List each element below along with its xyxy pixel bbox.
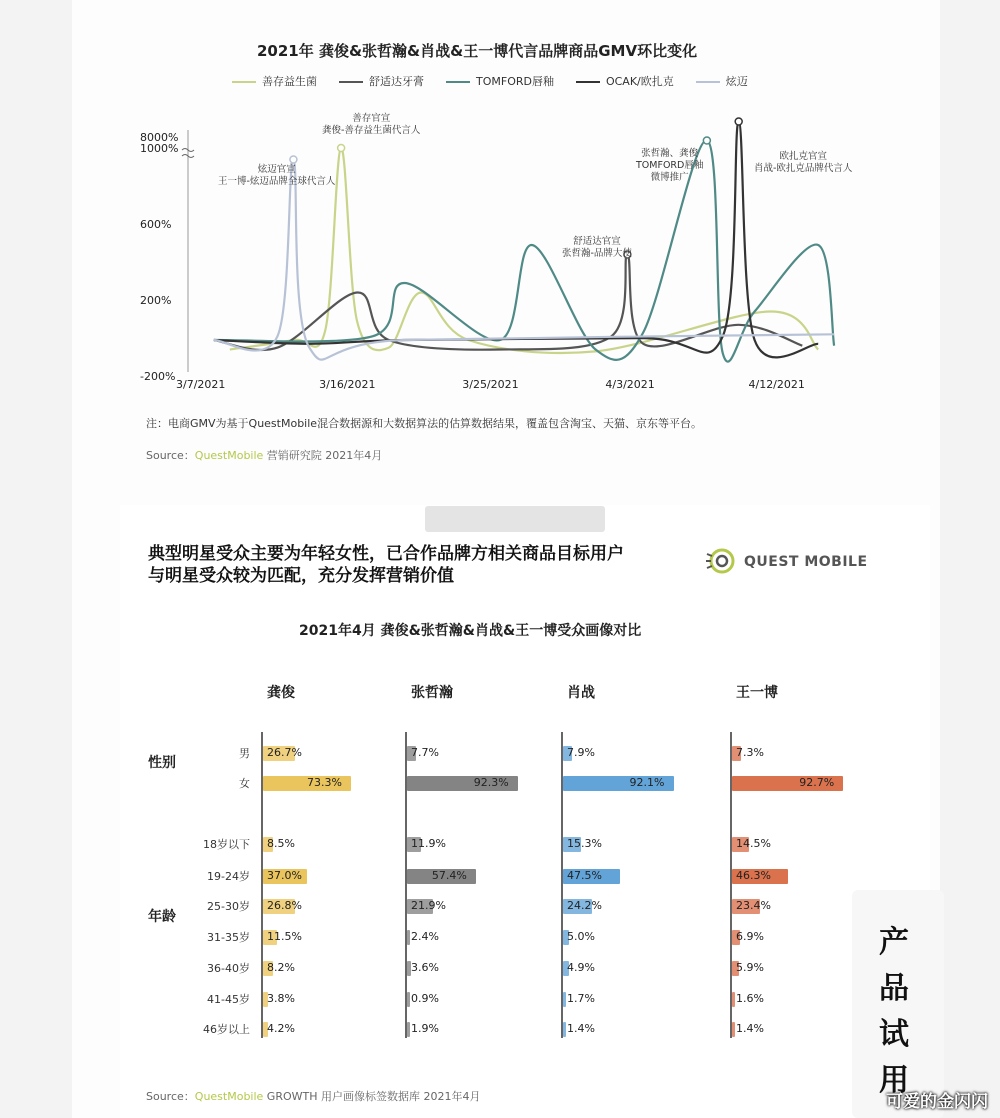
bar-value-label: 7.9% <box>567 746 595 759</box>
bar <box>407 992 410 1007</box>
row-label: 25-30岁 <box>207 900 250 913</box>
y-tick-label: -200% <box>140 370 176 383</box>
legend-label: OCAK/欧扎克 <box>605 75 674 88</box>
source-suffix: GROWTH 用户画像标签数据库 2021年4月 <box>263 1090 481 1103</box>
bar <box>563 1022 566 1037</box>
y-tick-label: 600% <box>140 218 172 231</box>
annotation-ocak: 欧扎克官宣 肖战-欧扎克品牌代言人 <box>754 151 853 174</box>
annotation-xuanmai: 炫迈官宣 王一博-炫迈品牌全球代言人 <box>218 164 336 187</box>
top-source <box>146 447 382 463</box>
group-gender-label: 性别 <box>148 755 176 771</box>
x-tick-label: 4/12/2021 <box>748 378 805 391</box>
x-tick-label: 3/7/2021 <box>176 378 226 391</box>
source-suffix: 营销研究院 2021年4月 <box>263 449 383 462</box>
row-label: 男 <box>239 747 250 760</box>
line-chart-title: 2021年 龚俊&张哲瀚&肖战&王一博代言品牌商品GMV环比变化 <box>257 42 698 60</box>
panel-header: 龚俊 <box>267 685 295 701</box>
x-tick-label: 3/16/2021 <box>319 378 376 391</box>
questmobile-logo-icon <box>704 544 740 578</box>
bar-value-label: 8.2% <box>267 961 295 974</box>
chart-note: 注：电商GMV为基于QuestMobile混合数据源和大数据算法的估算数据结果，覆盖包含淘宝、天猫、京东等平台。 <box>146 417 703 430</box>
source-brand: QuestMobile <box>194 449 264 462</box>
bar-value-label: 26.8% <box>267 899 302 912</box>
bar-value-label: 4.9% <box>567 961 595 974</box>
bar-value-label: 1.7% <box>567 992 595 1005</box>
legend-label: 舒适达牙膏 <box>369 75 424 88</box>
bar-value-label: 4.2% <box>267 1022 295 1035</box>
bar-value-label: 0.9% <box>411 992 439 1005</box>
bar-value-label: 37.0% <box>267 869 302 882</box>
bar <box>407 1022 410 1037</box>
bar-value-label: 5.0% <box>567 930 595 943</box>
bar-value-label: 7.3% <box>736 746 764 759</box>
bar-value-label: 24.2% <box>567 899 602 912</box>
source-prefix: Source： <box>146 1090 195 1103</box>
bar-value-label: 47.5% <box>567 869 602 882</box>
bar <box>407 930 410 945</box>
corner-watermark: 可爱的金闪闪 <box>886 1092 988 1112</box>
group-age-label: 年龄 <box>148 909 176 925</box>
bar-value-label: 46.3% <box>736 869 771 882</box>
y-tick-label: 200% <box>140 294 172 307</box>
row-label: 41-45岁 <box>207 993 250 1006</box>
row-label: 46岁以上 <box>203 1023 250 1036</box>
bar-value-label: 92.3% <box>473 776 509 789</box>
legend-label: 善存益生菌 <box>262 75 317 88</box>
legend-label: TOMFORD唇釉 <box>476 75 554 88</box>
annotation-shancun: 善存官宣 龚俊-善存益生菌代言人 <box>322 113 421 136</box>
bottom-source <box>146 1088 481 1104</box>
bar-value-label: 14.5% <box>736 837 771 850</box>
row-label: 31-35岁 <box>207 931 250 944</box>
x-tick-label: 4/3/2021 <box>605 378 655 391</box>
row-label: 36-40岁 <box>207 962 250 975</box>
legend-label: 炫迈 <box>725 75 748 88</box>
bar <box>732 992 735 1007</box>
row-label: 18岁以下 <box>203 838 250 851</box>
y-tick-label: 1000% <box>140 142 179 155</box>
headline-line-2: 与明星受众较为匹配，充分发挥营销价值 <box>148 566 454 586</box>
bar-chart-title: 2021年4月 龚俊&张哲瀚&肖战&王一博受众画像对比 <box>299 623 642 639</box>
vertical-text-char: 产 <box>879 925 909 960</box>
bar-value-label: 2.4% <box>411 930 439 943</box>
panel-header: 张哲瀚 <box>411 685 453 701</box>
bar-value-label: 11.5% <box>267 930 302 943</box>
vertical-sticker-text <box>874 920 914 1104</box>
bar-value-label: 3.8% <box>267 992 295 1005</box>
headline-line-1: 典型明星受众主要为年轻女性，已合作品牌方相关商品目标用户 <box>148 544 624 564</box>
series-peak-marker-4 <box>290 156 297 163</box>
bar-value-label: 23.4% <box>736 899 771 912</box>
y-tick-label: 8000% <box>140 131 179 144</box>
bar-value-label: 3.6% <box>411 961 439 974</box>
row-label: 19-24岁 <box>207 870 250 883</box>
bar-value-label: 1.4% <box>567 1022 595 1035</box>
bar-value-label: 8.5% <box>267 837 295 850</box>
bar-value-label: 5.9% <box>736 961 764 974</box>
annotation-tomford: 张哲瀚、龚俊 TOMFORD唇釉 微博推广 <box>636 148 704 183</box>
questmobile-logo <box>704 544 740 582</box>
vertical-text-char: 试 <box>879 1017 909 1052</box>
bar-value-label: 26.7% <box>267 746 302 759</box>
blurred-region <box>425 506 605 532</box>
bar-value-label: 57.4% <box>431 869 467 882</box>
bar-value-label: 21.9% <box>411 899 446 912</box>
series-peak-marker-0 <box>338 145 345 152</box>
source-prefix: Source： <box>146 449 195 462</box>
bar <box>732 1022 735 1037</box>
series-peak-marker-3 <box>735 118 742 125</box>
panel-header: 肖战 <box>567 685 595 701</box>
bar-value-label: 1.9% <box>411 1022 439 1035</box>
bar-value-label: 73.3% <box>306 776 342 789</box>
bar-value-label: 11.9% <box>411 837 446 850</box>
bar-value-label: 92.7% <box>799 776 835 789</box>
vertical-text-char: 用 <box>879 1063 909 1098</box>
bar-value-label: 92.1% <box>629 776 665 789</box>
panel-header: 王一博 <box>736 685 778 701</box>
annotation-shushida: 舒适达官宣 张哲瀚-品牌大使 <box>562 236 632 259</box>
questmobile-logo-text: QUEST MOBILE <box>744 554 868 570</box>
bar-value-label: 6.9% <box>736 930 764 943</box>
bar <box>563 992 566 1007</box>
bar-value-label: 7.7% <box>411 746 439 759</box>
bar-value-label: 15.3% <box>567 837 602 850</box>
bar-value-label: 1.6% <box>736 992 764 1005</box>
series-line-3 <box>214 121 818 357</box>
source-brand: QuestMobile <box>194 1090 264 1103</box>
series-peak-marker-2 <box>703 137 710 144</box>
vertical-text-char: 品 <box>879 971 909 1006</box>
row-label: 女 <box>239 777 250 790</box>
line-chart-plot <box>0 0 1000 420</box>
bar-value-label: 1.4% <box>736 1022 764 1035</box>
x-tick-label: 3/25/2021 <box>462 378 519 391</box>
